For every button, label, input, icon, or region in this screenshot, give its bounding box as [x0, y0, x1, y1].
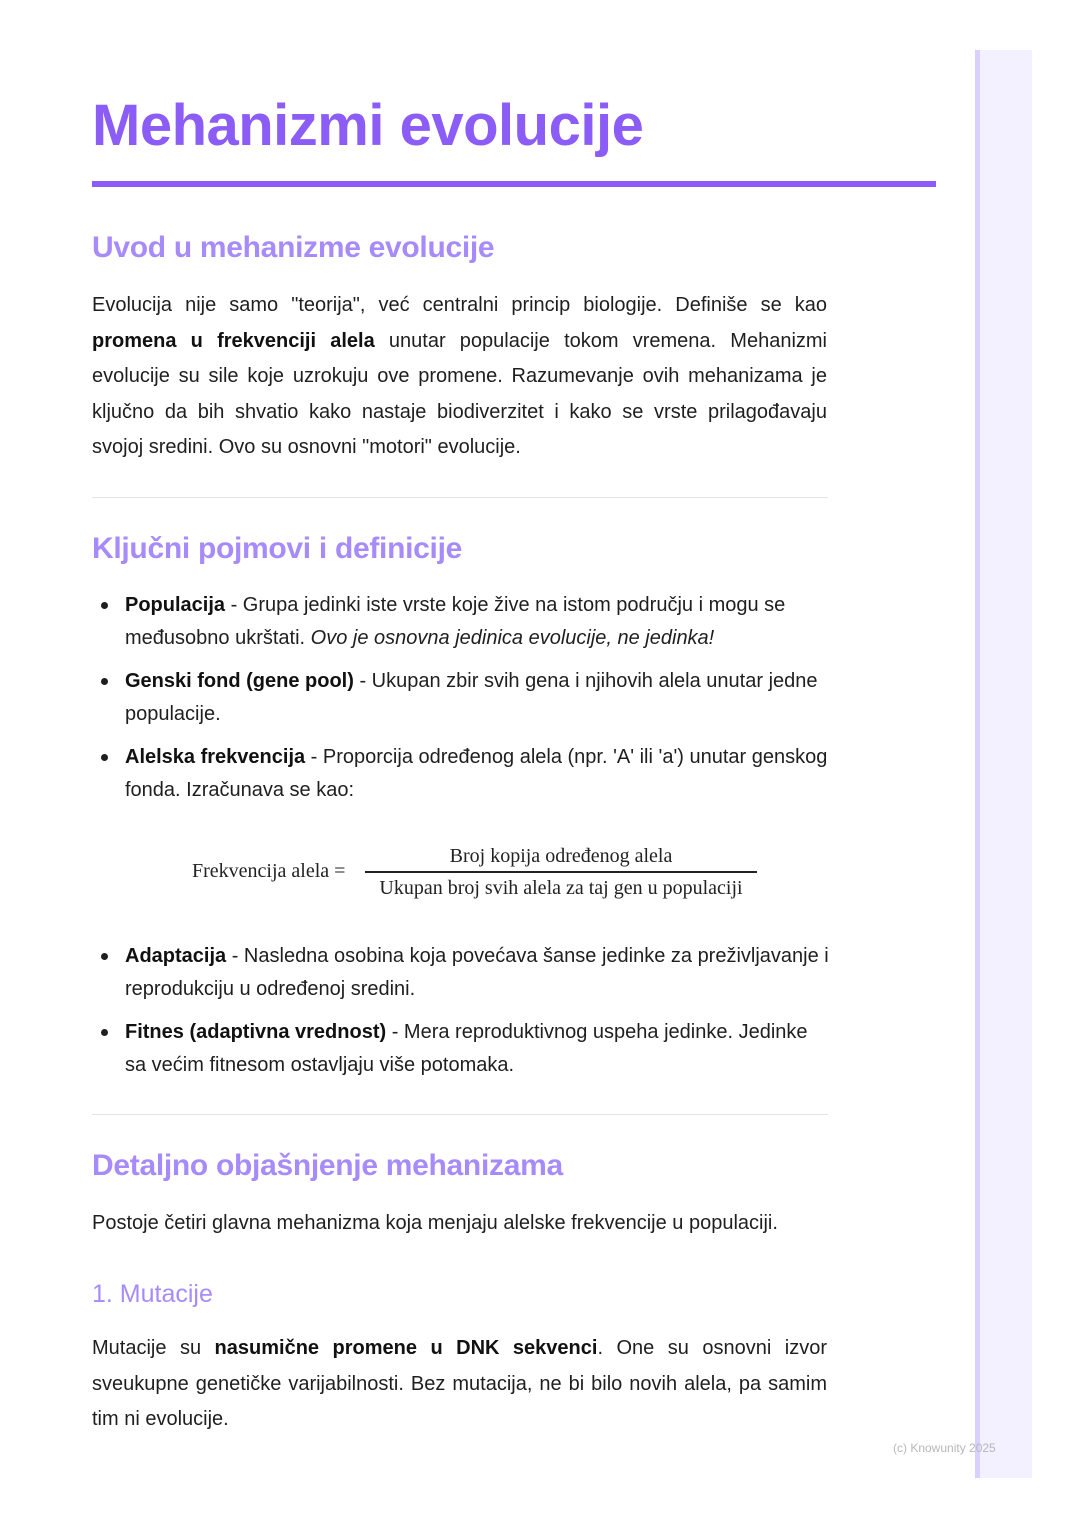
list-item: [92, 665, 832, 731]
definition-text: - Nasledna osobina koja povećava šanse jedinke za preživljavanje i reprodukciju u određenoj sredini.: [125, 945, 829, 1000]
intro-paragraph: [92, 288, 827, 466]
formula-numerator: Broj kopija određenog alela: [449, 845, 673, 867]
page-margin-bar: [975, 50, 1032, 1478]
definition-text: - Mera reproduktivnog uspeha jedinke. Jedinke sa većim fitnesom ostavljaju više potomaka.: [125, 1021, 808, 1076]
definition-text: - Proporcija određenog alela (npr. 'A' ili 'a') unutar genskog fonda. Izračunava se kao:: [125, 746, 828, 801]
definition-term: Adaptacija: [125, 945, 227, 967]
definition-text: - Grupa jedinki iste vrste koje žive na istom području i mogu se međusobno ukrštati.: [125, 594, 786, 649]
title-underline: [92, 181, 936, 187]
formula-lhs: Frekvencija alela =: [192, 860, 346, 882]
intro-bold-term: promena u frekvenciji alela: [92, 329, 375, 352]
formula-denominator: Ukupan broj svih alela za taj gen u populaciji: [379, 876, 743, 899]
copyright-notice: (c) Knowunity 2025: [893, 1441, 996, 1455]
definition-term: Alelska frekvencija: [125, 746, 306, 768]
section-heading-definitions: Ključni pojmovi i definicije: [92, 532, 462, 565]
list-item: [92, 940, 832, 1006]
subsection-heading-mutations: 1. Mutacije: [92, 1280, 213, 1308]
fraction-bar: [365, 871, 757, 873]
list-item: [92, 1016, 832, 1082]
mechanisms-intro: Postoje četiri glavna mehanizma koja menjaju alelske frekvencije u populaciji.: [92, 1212, 778, 1234]
intro-text-2: unutar populacije tokom vremena. Mehanizmi evolucije su sile koje uzrokuju ove promene. Razumevanje ovih mehanizama je ključno da bih shvatio kako nastaje biodiverzitet i kako se vrste prilagođavaju svojoj sredini. Ovo su osnovni "motori" evolucije.: [92, 329, 827, 458]
mutations-text-1: Mutacije su: [92, 1337, 215, 1359]
section-divider: [92, 497, 828, 498]
list-item: [92, 741, 832, 807]
mutations-bold-term: nasumične promene u DNK sekvenci: [214, 1337, 598, 1359]
definition-text: - Ukupan zbir svih gena i njihovih alela unutar jedne populacije.: [125, 670, 818, 725]
definition-note: Ovo je osnovna jedinica evolucije, ne jedinka!: [310, 627, 715, 649]
definition-term: Populacija: [125, 594, 226, 616]
definition-term: Genski fond (gene pool): [125, 670, 354, 692]
definitions-list-top: [92, 589, 832, 817]
section-heading-intro: Uvod u mehanizme evolucije: [92, 231, 495, 264]
section-divider: [92, 1114, 828, 1115]
page-title: Mehanizmi evolucije: [92, 93, 644, 158]
intro-text-1: Evolucija nije samo "teorija", već centralni princip biologije. Definiše se kao: [92, 294, 827, 316]
definition-term: Fitnes (adaptivna vrednost): [125, 1021, 387, 1043]
section-heading-mechanisms: Detaljno objašnjenje mehanizama: [92, 1149, 563, 1182]
list-item: [92, 589, 832, 655]
mutations-text-2: . One su osnovni izvor sveukupne genetičke varijabilnosti. Bez mutacija, ne bi bilo novih alela, pa samim tim ni evolucije.: [92, 1337, 827, 1430]
mutations-paragraph: [92, 1331, 827, 1438]
definitions-list-bottom: [92, 940, 832, 1092]
formula-fraction: [365, 842, 757, 902]
